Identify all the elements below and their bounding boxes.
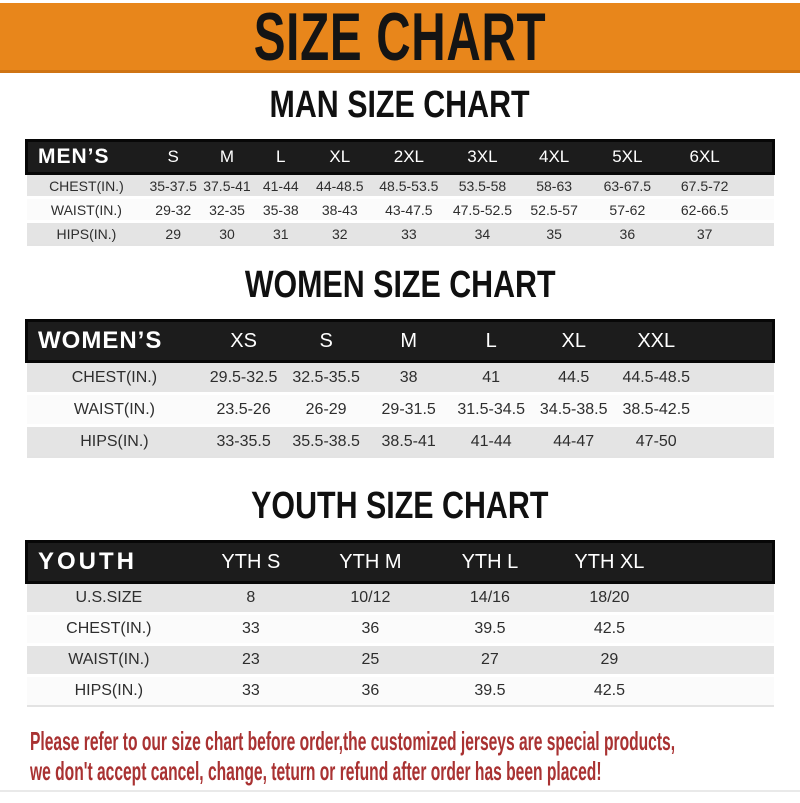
table-row bbox=[27, 174, 774, 198]
table-corner-label: MEN’S bbox=[27, 141, 147, 174]
column-header: L bbox=[450, 321, 533, 362]
size-value: 44-47 bbox=[532, 426, 615, 458]
size-value: 39.5 bbox=[430, 676, 550, 707]
row-label: WAIST(IN.) bbox=[27, 645, 192, 676]
size-value: 32 bbox=[308, 222, 372, 246]
size-value: 33 bbox=[372, 222, 446, 246]
column-header: YTH XL bbox=[550, 542, 670, 583]
size-value: 35 bbox=[519, 222, 589, 246]
row-filler bbox=[669, 676, 773, 707]
size-value: 35.5-38.5 bbox=[285, 426, 368, 458]
column-header: 4XL bbox=[519, 141, 589, 174]
disclaimer-line-1 bbox=[30, 726, 800, 756]
table-corner-label: WOMEN’S bbox=[27, 321, 203, 362]
row-label: CHEST(IN.) bbox=[27, 174, 147, 198]
table-row bbox=[27, 676, 774, 707]
table-row bbox=[27, 198, 774, 222]
size-value: 42.5 bbox=[550, 676, 670, 707]
row-filler bbox=[698, 394, 774, 426]
size-value: 33 bbox=[191, 676, 311, 707]
size-value: 62-66.5 bbox=[665, 198, 743, 222]
women-table-header bbox=[27, 321, 774, 362]
row-label: WAIST(IN.) bbox=[27, 394, 203, 426]
men-table-header bbox=[27, 141, 774, 174]
youth-table-body bbox=[27, 583, 774, 707]
size-value: 30 bbox=[200, 222, 254, 246]
size-value: 29.5-32.5 bbox=[202, 362, 285, 394]
size-value: 27 bbox=[430, 645, 550, 676]
size-value: 18/20 bbox=[550, 583, 670, 614]
women-header-row bbox=[27, 321, 774, 362]
size-value: 44.5-48.5 bbox=[615, 362, 698, 394]
header-filler bbox=[744, 141, 774, 174]
youth-section-heading bbox=[0, 485, 800, 527]
disclaimer bbox=[30, 726, 800, 786]
column-header: XXL bbox=[615, 321, 698, 362]
women-section-heading bbox=[0, 264, 800, 306]
table-row bbox=[27, 394, 774, 426]
size-value: 47-50 bbox=[615, 426, 698, 458]
size-value: 47.5-52.5 bbox=[446, 198, 519, 222]
row-filler bbox=[698, 362, 774, 394]
size-value: 39.5 bbox=[430, 614, 550, 645]
size-value: 8 bbox=[191, 583, 311, 614]
women-section-heading-text: WOMEN SIZE CHART bbox=[244, 264, 556, 306]
size-value: 37.5-41 bbox=[200, 174, 254, 198]
header-filler bbox=[669, 542, 773, 583]
bottom-divider bbox=[0, 790, 800, 792]
disclaimer-line-2 bbox=[30, 756, 800, 786]
size-value: 23.5-26 bbox=[202, 394, 285, 426]
men-header-row bbox=[27, 141, 774, 174]
size-value: 44.5 bbox=[532, 362, 615, 394]
size-value: 23 bbox=[191, 645, 311, 676]
row-label: U.S.SIZE bbox=[27, 583, 192, 614]
size-value: 42.5 bbox=[550, 614, 670, 645]
women-size-table bbox=[25, 319, 775, 458]
column-header: M bbox=[367, 321, 450, 362]
size-value: 32.5-35.5 bbox=[285, 362, 368, 394]
size-value: 26-29 bbox=[285, 394, 368, 426]
size-value: 36 bbox=[311, 676, 431, 707]
size-value: 36 bbox=[589, 222, 665, 246]
banner-title: SIZE CHART bbox=[253, 0, 547, 75]
column-header: XL bbox=[532, 321, 615, 362]
youth-section-heading-text: YOUTH SIZE CHART bbox=[251, 485, 549, 527]
size-value: 38.5-41 bbox=[367, 426, 450, 458]
size-value: 38 bbox=[367, 362, 450, 394]
column-header: 2XL bbox=[372, 141, 446, 174]
size-value: 38-43 bbox=[308, 198, 372, 222]
size-value: 33-35.5 bbox=[202, 426, 285, 458]
column-header: 6XL bbox=[665, 141, 743, 174]
size-value: 34 bbox=[446, 222, 519, 246]
size-value: 29-32 bbox=[146, 198, 200, 222]
size-value: 53.5-58 bbox=[446, 174, 519, 198]
column-header: XL bbox=[308, 141, 372, 174]
size-value: 31 bbox=[254, 222, 308, 246]
column-header: YTH L bbox=[430, 542, 550, 583]
size-value: 57-62 bbox=[589, 198, 665, 222]
size-value: 44-48.5 bbox=[308, 174, 372, 198]
size-value: 37 bbox=[665, 222, 743, 246]
row-label: CHEST(IN.) bbox=[27, 614, 192, 645]
column-header: S bbox=[285, 321, 368, 362]
women-table-body bbox=[27, 362, 774, 458]
size-chart-banner bbox=[0, 0, 800, 75]
size-value: 29 bbox=[146, 222, 200, 246]
youth-size-table bbox=[25, 540, 775, 707]
row-label: HIPS(IN.) bbox=[27, 222, 147, 246]
disclaimer-line-1-text: Please refer to our size chart before order,the customized jerseys are special products, bbox=[30, 726, 676, 756]
table-row bbox=[27, 362, 774, 394]
column-header: YTH M bbox=[311, 542, 431, 583]
table-row bbox=[27, 645, 774, 676]
size-value: 58-63 bbox=[519, 174, 589, 198]
table-corner-label: YOUTH bbox=[27, 542, 192, 583]
size-value: 29 bbox=[550, 645, 670, 676]
column-header: M bbox=[200, 141, 254, 174]
disclaimer-line-2-text: we don't accept cancel, change, teturn or refund after order has been placed! bbox=[30, 756, 602, 786]
row-label: CHEST(IN.) bbox=[27, 362, 203, 394]
row-filler bbox=[744, 222, 774, 246]
size-value: 63-67.5 bbox=[589, 174, 665, 198]
header-filler bbox=[698, 321, 774, 362]
youth-header-row bbox=[27, 542, 774, 583]
size-value: 31.5-34.5 bbox=[450, 394, 533, 426]
size-value: 29-31.5 bbox=[367, 394, 450, 426]
column-header: XS bbox=[202, 321, 285, 362]
size-value: 41 bbox=[450, 362, 533, 394]
men-size-table bbox=[25, 139, 775, 246]
size-value: 14/16 bbox=[430, 583, 550, 614]
size-value: 33 bbox=[191, 614, 311, 645]
column-header: 5XL bbox=[589, 141, 665, 174]
table-row bbox=[27, 222, 774, 246]
row-label: HIPS(IN.) bbox=[27, 676, 192, 707]
row-filler bbox=[669, 645, 773, 676]
youth-table-header bbox=[27, 542, 774, 583]
row-filler bbox=[698, 426, 774, 458]
size-value: 34.5-38.5 bbox=[532, 394, 615, 426]
size-value: 32-35 bbox=[200, 198, 254, 222]
size-value: 67.5-72 bbox=[665, 174, 743, 198]
size-value: 43-47.5 bbox=[372, 198, 446, 222]
row-label: HIPS(IN.) bbox=[27, 426, 203, 458]
size-value: 52.5-57 bbox=[519, 198, 589, 222]
size-value: 38.5-42.5 bbox=[615, 394, 698, 426]
table-row bbox=[27, 583, 774, 614]
size-value: 48.5-53.5 bbox=[372, 174, 446, 198]
men-table-body bbox=[27, 174, 774, 246]
size-value: 35-37.5 bbox=[146, 174, 200, 198]
row-filler bbox=[744, 174, 774, 198]
man-section-heading bbox=[0, 84, 800, 126]
table-row bbox=[27, 614, 774, 645]
column-header: L bbox=[254, 141, 308, 174]
size-value: 41-44 bbox=[450, 426, 533, 458]
size-value: 25 bbox=[311, 645, 431, 676]
size-value: 10/12 bbox=[311, 583, 431, 614]
man-section-heading-text: MAN SIZE CHART bbox=[269, 84, 531, 126]
row-filler bbox=[669, 583, 773, 614]
row-label: WAIST(IN.) bbox=[27, 198, 147, 222]
column-header: S bbox=[146, 141, 200, 174]
row-filler bbox=[744, 198, 774, 222]
table-row bbox=[27, 426, 774, 458]
size-value: 41-44 bbox=[254, 174, 308, 198]
column-header: 3XL bbox=[446, 141, 519, 174]
column-header: YTH S bbox=[191, 542, 311, 583]
size-value: 35-38 bbox=[254, 198, 308, 222]
size-value: 36 bbox=[311, 614, 431, 645]
row-filler bbox=[669, 614, 773, 645]
